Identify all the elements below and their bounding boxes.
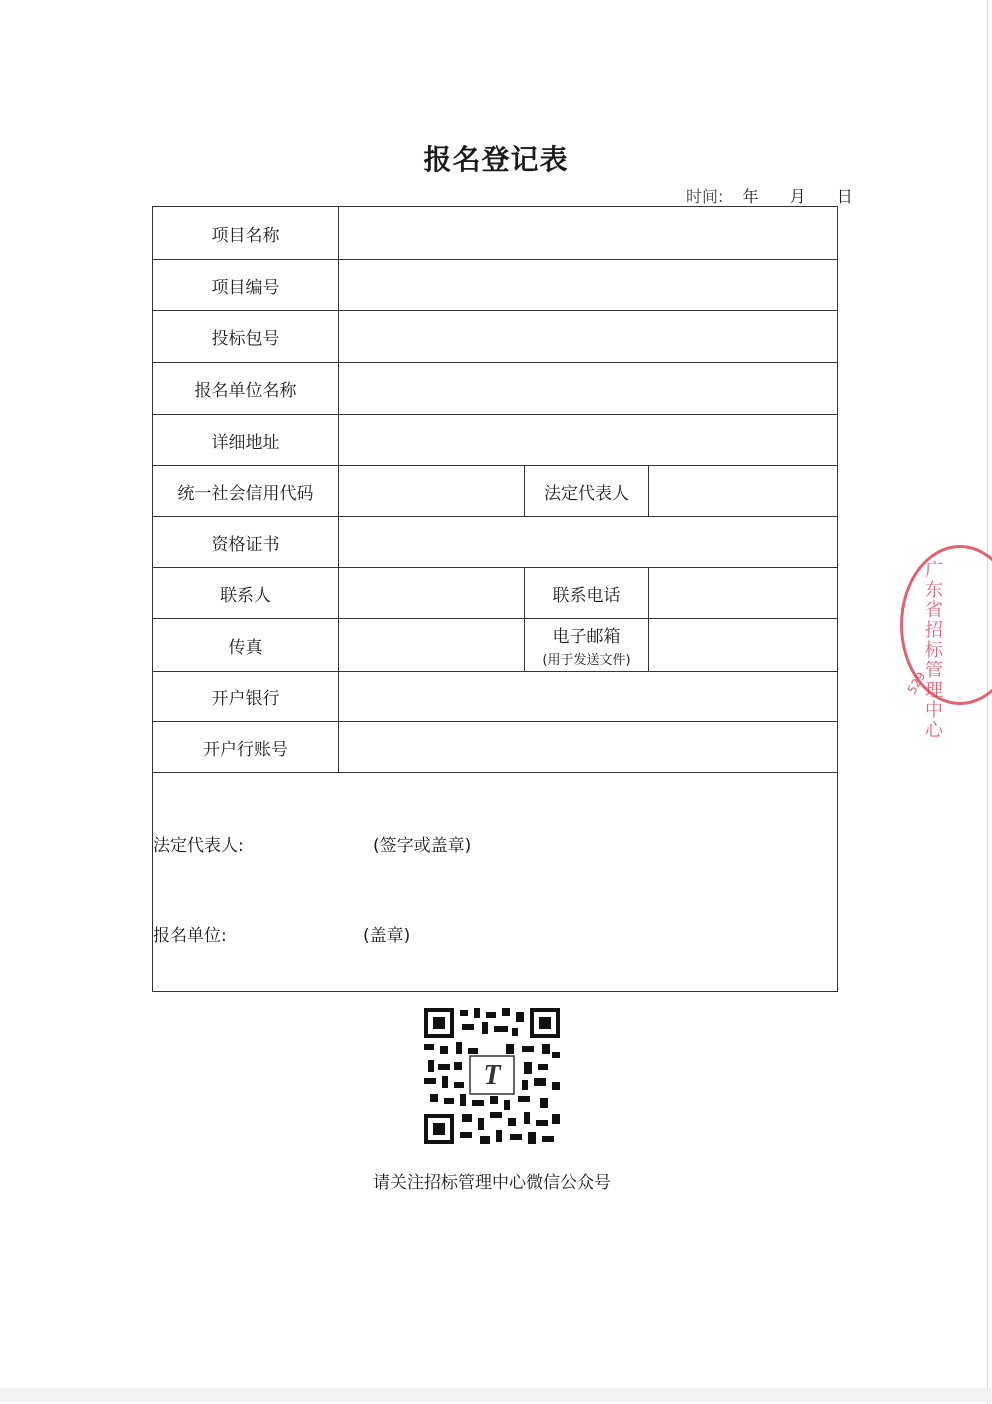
registration-form (152, 206, 838, 992)
row-contact (153, 568, 837, 619)
field-fax[interactable] (339, 619, 525, 671)
row-account (153, 722, 837, 773)
day-label: 日 (836, 187, 853, 206)
field-qualification[interactable] (339, 517, 837, 567)
row-project-number (153, 260, 837, 311)
row-address (153, 415, 837, 466)
label-contact: 联系人 (153, 568, 339, 618)
label-credit-code: 统一社会信用代码 (153, 466, 339, 516)
legal-rep-signature-line (153, 831, 472, 856)
unit-stamp-note: (盖章) (363, 926, 411, 946)
wechat-qr-code (424, 1008, 560, 1144)
label-project-name: 项目名称 (153, 207, 339, 259)
label-legal-rep: 法定代表人 (525, 466, 649, 516)
field-project-number[interactable] (339, 260, 837, 310)
month-label: 月 (789, 187, 806, 206)
label-account: 开户行账号 (153, 722, 339, 772)
label-bank: 开户银行 (153, 672, 339, 721)
date-line (686, 184, 853, 207)
field-applicant-name[interactable] (339, 363, 837, 414)
label-project-number: 项目编号 (153, 260, 339, 310)
row-applicant-name (153, 363, 837, 415)
row-credit-code (153, 466, 837, 517)
label-email-cell (525, 619, 649, 671)
field-bank[interactable] (339, 672, 837, 721)
field-bid-package[interactable] (339, 311, 837, 362)
unit-stamp-label: 报名单位: (153, 926, 227, 946)
legal-rep-signature-note: (签字或盖章) (373, 836, 472, 856)
page-edge (987, 0, 988, 1404)
date-label: 时间: (686, 187, 724, 206)
year-label: 年 (742, 187, 759, 206)
legal-rep-signature-label: 法定代表人: (153, 836, 244, 856)
label-bid-package: 投标包号 (153, 311, 339, 362)
field-project-name[interactable] (339, 207, 837, 259)
field-contact[interactable] (339, 568, 525, 618)
field-legal-rep[interactable] (649, 466, 837, 516)
row-project-name (153, 207, 837, 260)
seal-number: 529 (904, 669, 929, 697)
label-address: 详细地址 (153, 415, 339, 465)
label-email-note: (用于发送文件) (542, 653, 631, 668)
label-fax: 传真 (153, 619, 339, 671)
page-bottom-edge (0, 1388, 992, 1402)
label-applicant-name: 报名单位名称 (153, 363, 339, 414)
field-credit-code[interactable] (339, 466, 525, 516)
label-phone: 联系电话 (525, 568, 649, 618)
row-bank (153, 672, 837, 722)
row-fax-email (153, 619, 837, 672)
unit-stamp-line (153, 921, 411, 946)
seal-text: 广东省招标管理中心 (922, 560, 943, 740)
field-email[interactable] (649, 619, 837, 671)
qr-caption: 请关注招标管理中心微信公众号 (373, 1173, 611, 1193)
signature-section (153, 773, 837, 991)
row-qualification (153, 517, 837, 568)
field-phone[interactable] (649, 568, 837, 618)
label-qualification: 资格证书 (153, 517, 339, 567)
field-account[interactable] (339, 722, 837, 772)
document-title: 报名登记表 (423, 143, 569, 176)
svg-text:T: T (483, 1060, 501, 1091)
row-bid-package (153, 311, 837, 363)
label-email: 电子邮箱 (552, 627, 621, 647)
field-address[interactable] (339, 415, 837, 465)
